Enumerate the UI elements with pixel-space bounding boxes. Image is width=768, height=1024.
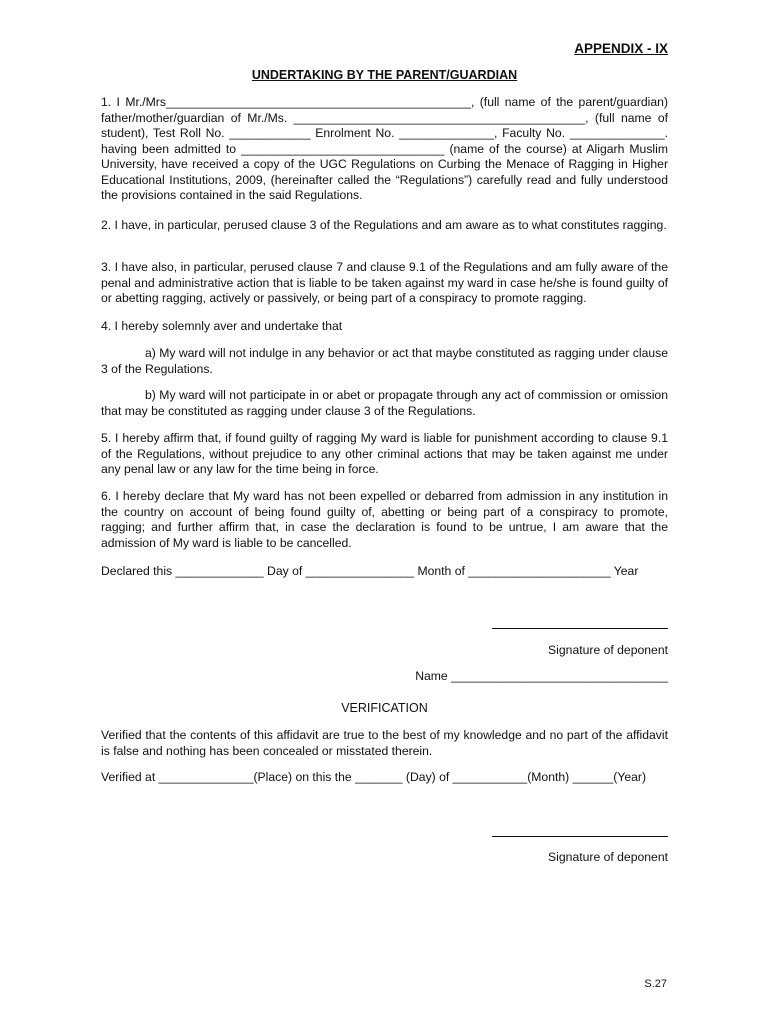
signature-line-2: [492, 836, 668, 837]
verification-text: Verified that the contents of this affidavit are true to the best of my knowledge and no part of the affidavit is false and nothing has been concealed or misstated therein.: [101, 728, 668, 758]
paragraph-5: 5. I hereby affirm that, if found guilty of ragging My ward is liable for punishment according to clause 9.1 of the Regulations, without prejudice to any other criminal actions that may be taken against me under any penal law or any law for the time being in force.: [101, 431, 668, 476]
paragraph-3: 3. I have also, in particular, perused clause 7 and clause 9.1 of the Regulations and am fully aware of the penal and administrative action that is liable to be taken against my ward in case he/she is found guilty of or abetting ragging, actively or passively, or being part of a conspiracy to promote ragging.: [101, 260, 668, 305]
signature-line-1: [492, 628, 668, 629]
verified-at-line: Verified at ______________(Place) on this the _______ (Day) of ___________(Month) ______(Year): [101, 770, 646, 784]
declared-line: Declared this _____________ Day of ________________ Month of _____________________ Year: [101, 564, 639, 578]
name-line: Name ________________________________: [415, 669, 668, 683]
appendix-label: APPENDIX - IX: [574, 41, 668, 56]
paragraph-4: 4. I hereby solemnly aver and undertake that: [101, 319, 343, 333]
paragraph-6: 6. I hereby declare that My ward has not been expelled or debarred from admission in any institution in the country on account of being found guilty of, abetting or being part of a conspiracy to promote, ragging; and further affirm that, in case the declaration is found to be untrue, I am aware that the admission of My ward is liable to be cancelled.: [101, 489, 668, 550]
paragraph-1: 1. I Mr./Mrs_____________________________________________, (full name of the parent/guardian) father/mother/guardian of Mr./Ms. ___________________________________________, (full name of student), Test Roll No. ____________ Enrolment No. ______________, Faculty No. ______________. having been admitted to ______________________________ (name of the course) at Aligarh Muslim University, have received a copy of the UGC Regulations on Curbing the Menace of Ragging in Higher Educational Institutions, 2009, (hereinafter called the “Regulations”) carefully read and fully understood the provisions contained in the said Regulations.: [101, 95, 668, 202]
signature-label-2: Signature of deponent: [548, 850, 668, 864]
paragraph-4b-text: b) My ward will not participate in or abet or propagate through any act of commission or omission that may be constituted as ragging under clause 3 of the Regulations.: [101, 388, 668, 418]
paragraph-2: 2. I have, in particular, perused clause 3 of the Regulations and am aware as to what constitutes ragging.: [101, 218, 667, 232]
document-title: UNDERTAKING BY THE PARENT/GUARDIAN: [251, 68, 518, 82]
verification-title: VERIFICATION: [341, 701, 428, 715]
page-number: S.27: [644, 978, 667, 990]
paragraph-4b: [101, 388, 668, 419]
paragraph-4a-text: a) My ward will not indulge in any behavior or act that maybe constituted as ragging under clause 3 of the Regulations.: [101, 346, 668, 376]
signature-label-1: Signature of deponent: [548, 643, 668, 657]
paragraph-4a: [101, 346, 668, 377]
